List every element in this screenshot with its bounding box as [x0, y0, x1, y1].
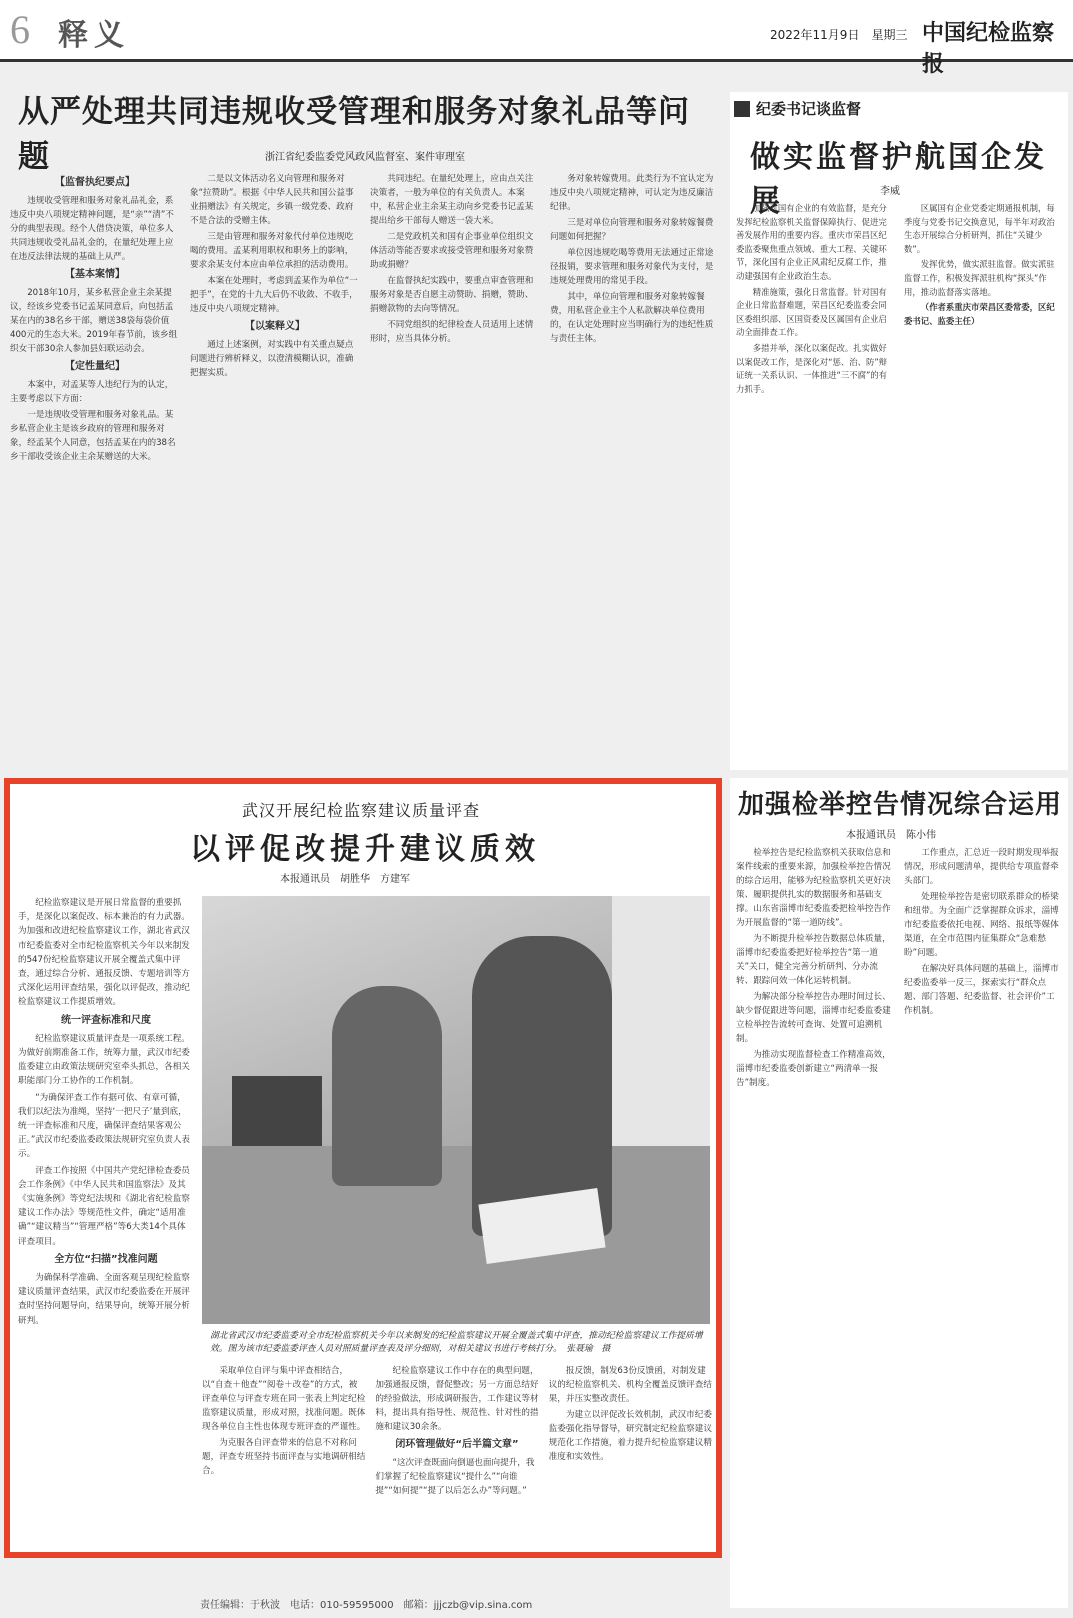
side-article-body [736, 846, 1062, 1602]
paragraph: 为确保科学准确、全面客观呈现纪检监察建议质量评查结果，武汉市纪委监委在开展评查时坚持问题导向，结果导向，统筹开展分析研判。 [18, 1273, 190, 1326]
paragraph: 加强对国有企业的有效监督，是充分发挥纪检监察机关监督保障执行、促进完善发展作用的重要内容。重庆市荣昌区纪委监委聚焦重点领域、重大工程、关键环节，深化国有企业正风肃纪反腐工作，推动建强国有企业政治生态。 [736, 203, 887, 281]
main-column-2 [190, 172, 360, 790]
paragraph: 工作重点，汇总近一段时期发现举报情况，形成问题清单，提供给专项监督牵头部门。 [904, 848, 1059, 886]
paragraph: 纪检监察建议质量评查是一项系统工程。为做好前期准备工作，统筹力量，武汉市纪委监委建立由政策法规研究室牵头抓总，各相关职能部门分工协作的工作机制。 [18, 1033, 190, 1087]
side-article-byline: 本报通讯员 陈小伟 [846, 830, 936, 841]
feature-photo [202, 896, 710, 1324]
feature-article-highlighted [4, 778, 722, 1558]
photo-person-seated [332, 986, 442, 1186]
side-article-title: 加强检举控告情况综合运用 [738, 790, 1063, 820]
paragraph: “为确保评查工作有据可依、有章可循，我们以纪法为准绳，坚持‘一把尺子’量到底，统一评查标准和尺度，确保评查结果客观公正。”武汉市纪委监委政策法规研究室负责人表示。 [18, 1092, 191, 1160]
paragraph: 检举控告是纪检监察机关获取信息和案件线索的重要来源，加强检举控告情况的综合运用，能够为纪检监察机关更好决策、履职提供扎实的数据服务和基础支撑。山东省淄博市纪委监委把检举控告作为开展监督的“第一道防线”。 [736, 848, 891, 928]
paragraph: 为解决部分检举控告办理时间过长、缺少督促跟进等问题，淄博市纪委监委建立检举控告流转可查询、处置可追溯机制。 [736, 992, 891, 1044]
side-column-2 [904, 202, 1062, 762]
paragraph: 通过上述案例，对实践中有关重点疑点问题进行辨析释义，以澄清模糊认识，准确把握实质。 [190, 340, 354, 378]
side-article-author: 李威 [880, 186, 900, 197]
paragraph: 其中，单位向管理和服务对象转嫁餐费，用私营企业主个人私款解决单位费用的，在认定处理时应当明确行为的违纪性质与责任主体。 [550, 292, 714, 344]
paragraph: 在解决好具体问题的基础上，淄博市纪委监委举一反三，探索实行“群众点题、部门答题、纪委监督、社会评价”工作机制。 [904, 964, 1059, 1016]
side-article-title: 做实监督护航国企发展 [750, 140, 1047, 219]
feature-column-1 [202, 1364, 365, 1556]
page-footer: 责任编辑：于秋波 电话：010-59595000 邮箱：jjjczb@vip.sina.com [200, 1600, 533, 1611]
page-number: 6 [10, 7, 30, 52]
paragraph: 为推动实现监督检查工作精准高效，淄博市纪委监委创新建立“两清单一报告”制度。 [736, 1050, 891, 1088]
paragraph: 本案在处理时，考虑到孟某作为单位“一把手”，在党的十九大后仍不收敛、不收手，违反中央八项规定精神。 [190, 276, 358, 314]
feature-kicker: 武汉开展纪检监察建议质量评查 [242, 801, 481, 820]
subhead: 【定性量纪】 [65, 361, 125, 372]
main-column-3 [370, 172, 540, 790]
paragraph: 三是由管理和服务对象代付单位违规吃喝的费用。孟某利用职权和职务上的影响，要求余某支付本应由单位承担的活动费用。 [190, 232, 354, 270]
paragraph: 精准施策，强化日常监督。针对国有企业日常监督难题，荣昌区纪委监委会同区委组织部、区国资委及区属国有企业启动全面排查工作。 [736, 286, 887, 338]
side-article-reports [730, 778, 1068, 1608]
column-logo-icon [734, 101, 750, 117]
feature-left-text [18, 896, 194, 1330]
paragraph: 一是违规收受管理和服务对象礼品。某乡私营企业主是该乡政府的管理和服务对象，经孟某个人同意，包括孟某在内的38名乡干部收受该企业主余某赠送的大米。 [10, 410, 176, 462]
paragraph: 三是对单位向管理和服务对象转嫁餐费问题如何把握？ [550, 218, 714, 242]
feature-bottom-columns [202, 1364, 712, 1556]
feature-title: 以评促改提升建议质效 [190, 832, 540, 867]
photo-monitor [232, 1076, 322, 1146]
photo-desk [202, 1146, 710, 1324]
main-byline: 浙江省纪委监委党风政风监督室、案件审理室 [265, 152, 465, 163]
section-name: 释义 [58, 18, 130, 53]
paragraph: 区属国有企业党委定期通报机制，每季度与党委书记交换意见，每半年对政治生态开展综合分析研判，抓住“关键少数”。 [904, 203, 1055, 254]
paragraph: 采取单位自评与集中评查相结合，以“自查＋他查”“阅卷＋改卷”的方式，被评查单位与评查专班在同一张表上判定纪检监察建议质量，形成对照，找准问题。既体现各单位自主性也体现专班评查的严谨性。 [202, 1366, 366, 1432]
feature-byline: 本报通讯员 胡胜华 方建军 [280, 874, 410, 885]
main-headline: 从严处理共同违规收受管理和服务对象礼品等问题 [18, 94, 690, 175]
paragraph: 发挥优势，做实派驻监督。做实派驻监督工作，积极发挥派驻机构“探头”作用，推动监督落实落地。 [904, 259, 1055, 297]
paragraph: 务对象转嫁费用。此类行为不宜认定为违反中央八项规定精神，可认定为违反廉洁纪律。 [550, 174, 714, 212]
feature-left-column [18, 896, 194, 1556]
paragraph: 二是党政机关和国有企事业单位组织文体活动等能否要求或接受管理和服务对象赞助或捐赠？ [370, 232, 534, 270]
paragraph: 纪检监察建议工作中存在的典型问题，加强通报反馈，督促整改；另一方面总结好的经验做法，形成调研报告，工作建议等材料，提出具有指导性、规范性、针对性的措施和建议30余条。 [375, 1366, 539, 1432]
paragraph: 为建立以评促改长效机制，武汉市纪委监委强化指导督导，研究制定纪检监察建议规范化工作措施，着力提升纪检监察建议精准度和实效性。 [548, 1410, 712, 1462]
paragraph: 违规收受管理和服务对象礼品礼金，系违反中央八项规定精神问题，是“亲”“清”不分的典型表现。经个人借贷决策，单位多人共同违规收受礼品礼金的，在量纪处理上应在违反法律法规的基础上从严。 [10, 196, 174, 262]
subhead: 全方位“扫描”找准问题 [54, 1253, 158, 1265]
subhead: 闭环管理做好“后半篇文章” [395, 1439, 519, 1450]
feature-column-3 [549, 1364, 712, 1556]
side-column-1 [736, 846, 894, 1602]
side-column-1 [736, 202, 894, 762]
feature-column-2 [375, 1364, 538, 1556]
main-column-4 [550, 172, 720, 790]
paragraph: 纪检监察建议是开展日常监督的重要抓手，是深化以案促改、标本兼治的有力武器。为加强和改进纪检监察建议工作，湖北省武汉市纪委监委对全市纪检监察机关今年以来制发的547份纪检监察建议开展全覆盖式集中评查，通过综合分析、通报反馈、专题培训等方式深化运用评查结果，强化以评促改，推动纪检监察建议工作提质增效。 [18, 898, 190, 1008]
side-article-body [736, 202, 1062, 762]
paragraph: “这次评查既面向倒逼也面向提升，我们掌握了纪检监察建议“提什么”“向谁提”“如何提”“提了以后怎么办”等问题。” [375, 1458, 535, 1496]
paragraph: 在监督执纪实践中，要重点审查管理和服务对象是否自愿主动赞助、捐赠，赞助、捐赠款物的去向等情况。 [370, 276, 534, 314]
paragraph: 多措并举，深化以案促改。扎实做好以案促改工作，是深化对“惩、治、防”辩证统一关系认识、一体推进“三不腐”的有力抓手。 [736, 342, 888, 394]
side-column-2 [904, 846, 1062, 1602]
paragraph: 为不断提升检举控告数据总体质量，淄博市纪委监委把好检举控告“第一道关”关口，健全完善分析研判、分办流转、跟踪问效一体化运转机制。 [736, 934, 891, 986]
photo-caption: 湖北省武汉市纪委监委对全市纪检监察机关今年以来制发的纪检监察建议开展全覆盖式集中评查，推动纪检监察建议工作提质增效。图为该市纪委监委评查人员对照质量评查表及评分细则，对相关建议书进行考核打分。 张聂瑜 摄 [210, 1331, 703, 1354]
subhead: 【以案释义】 [245, 321, 305, 332]
kicker-label: 纪委书记谈监督 [756, 100, 862, 118]
newspaper-logo: 中国纪检监察报 [922, 20, 1055, 77]
paragraph: 2018年10月，某乡私营企业主余某提议，经该乡党委书记孟某同意后，向包括孟某在内的38名乡干部，赠送38袋每袋价值400元的生态大米。2019年春节前，该乡组织女干部30余人参加县妇联运动会。 [10, 288, 178, 354]
paragraph: 不同党组织的纪律检查人员适用上述情形时，应当具体分析。 [370, 320, 534, 344]
masthead [0, 0, 1073, 77]
paragraph: 二是以文体活动名义向管理和服务对象“拉赞助”。根据《中华人民共和国公益事业捐赠法》有关规定，乡镇一级党委、政府不是合法的受赠主体。 [190, 174, 354, 226]
paragraph: 本案中，对孟某等人违纪行为的认定，主要考虑以下方面： [10, 380, 174, 404]
photo-window [612, 896, 710, 1146]
paragraph: 评查工作按照《中国共产党纪律检查委员会工作条例》《中华人民共和国监察法》及其《实施条例》等党纪法规和《湖北省纪检监察建议工作办法》等规范性文件，确定“适用准确”“建议精当”“管理严格”等6大类14个具体评查项目。 [18, 1165, 190, 1247]
subhead: 【基本案情】 [65, 269, 125, 280]
main-column-1 [10, 172, 180, 790]
paragraph: 报反馈，制发63份反馈函，对制发建议的纪检监察机关、机构全覆盖反馈评查结果，并压实整改责任。 [548, 1366, 712, 1404]
side-article-supervision [730, 92, 1068, 770]
subhead: 【监督执纪要点】 [55, 177, 135, 188]
paragraph: 处理检举控告是密切联系群众的桥梁和纽带。为全面广泛掌握群众诉求，淄博市纪委监委依托电视、网络、报纸等媒体渠道，在全市范围内征集群众“急难愁盼”问题。 [904, 892, 1059, 958]
author-note: （作者系重庆市荣昌区委常委，区纪委书记、监委主任） [904, 302, 1055, 326]
subhead: 统一评查标准和尺度 [61, 1014, 151, 1026]
issue-date: 2022年11月9日 星期三 [770, 28, 908, 42]
paragraph: 单位因违规吃喝等费用无法通过正常途径报销，要求管理和服务对象代为支付，是违规处理费用的常见手段。 [550, 248, 714, 286]
main-article-body [10, 172, 720, 790]
column-kicker [734, 98, 861, 119]
paragraph: 为克服各自评查带来的信息不对称问题，评查专班坚持书面评查与实地调研相结合。 [202, 1438, 366, 1476]
paragraph: 共同违纪。在量纪处理上，应由点关注决策者，一般为单位的有关负责人。本案中，私营企业主余某主动向乡党委书记孟某提出给乡干部每人赠送一袋大米。 [370, 174, 534, 226]
